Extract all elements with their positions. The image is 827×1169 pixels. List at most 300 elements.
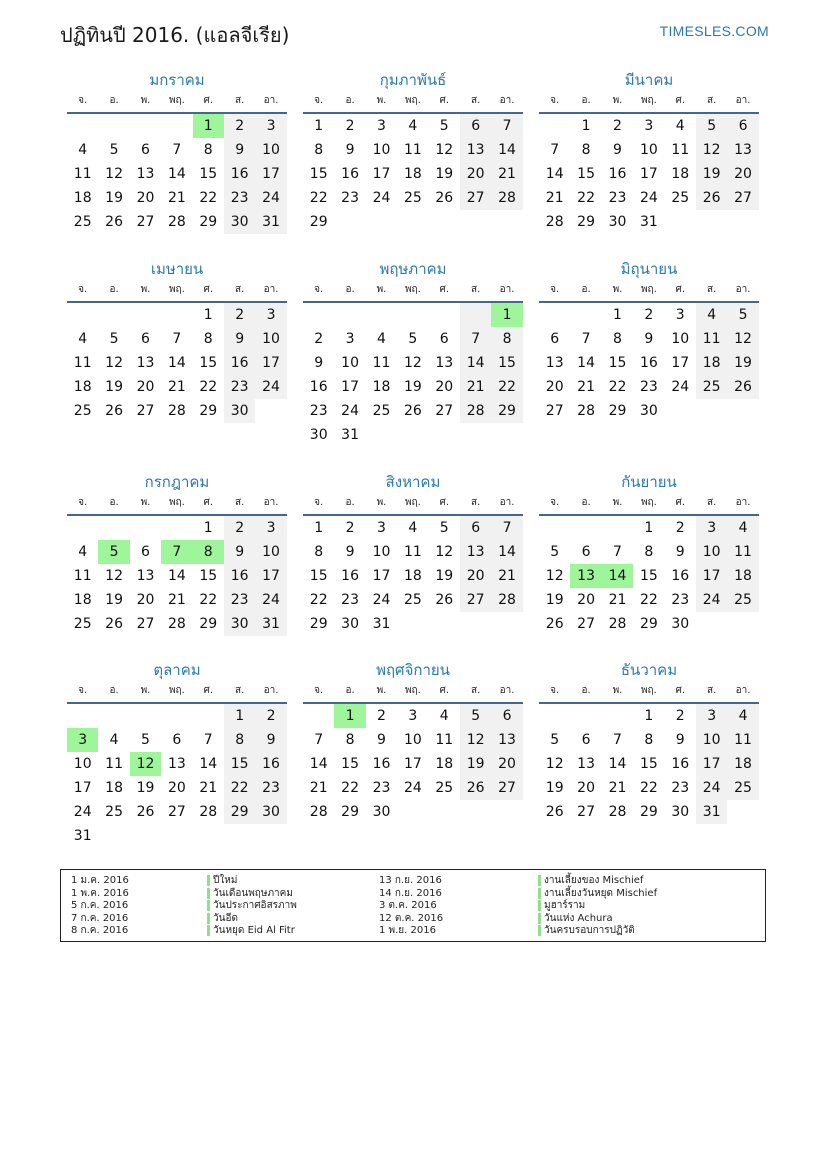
empty-cell xyxy=(193,704,224,728)
empty-cell xyxy=(366,210,397,234)
day-cell: 6 xyxy=(141,544,150,560)
day-grid xyxy=(539,114,759,234)
day-cell: 29 xyxy=(639,616,658,632)
empty-cell xyxy=(98,114,129,138)
day-cell: 21 xyxy=(199,780,218,796)
day-cell: 5 xyxy=(696,114,727,138)
empty-cell xyxy=(303,704,334,728)
day-cell: 29 xyxy=(341,804,359,820)
day-cell: 5 xyxy=(109,331,119,347)
month-block xyxy=(539,259,759,423)
day-cell: 24 xyxy=(696,776,727,800)
day-cell: 18 xyxy=(671,166,690,182)
day-cell: 13 xyxy=(435,355,454,371)
day-cell: 3 xyxy=(255,114,286,138)
day-cell: 17 xyxy=(372,166,391,182)
day-cell: 3 xyxy=(644,118,654,134)
day-cell: 3 xyxy=(67,728,98,752)
day-cell: 3 xyxy=(408,708,418,724)
day-cell: 17 xyxy=(696,752,727,776)
day-cell: 23 xyxy=(671,780,690,796)
day-cell: 14 xyxy=(460,351,491,375)
day-cell: 15 xyxy=(309,166,328,182)
day-cell: 19 xyxy=(696,162,727,186)
day-cell: 18 xyxy=(696,351,727,375)
day-cell: 5 xyxy=(460,704,491,728)
day-cell: 7 xyxy=(460,327,491,351)
day-cell: 14 xyxy=(167,355,186,371)
day-cell: 4 xyxy=(696,303,727,327)
legend-date: 1 พ.ค. 2016 xyxy=(71,887,129,899)
month-block xyxy=(67,70,287,234)
month-block xyxy=(67,472,287,636)
day-cell: 26 xyxy=(545,616,564,632)
legend-holiday-name xyxy=(538,888,657,901)
weekday-label: พฤ. xyxy=(640,497,657,508)
legend-holiday-name xyxy=(538,900,657,913)
weekday-label: ศ. xyxy=(675,497,686,508)
day-cell: 12 xyxy=(696,138,727,162)
day-cell: 9 xyxy=(224,327,255,351)
weekday-label: พฤ. xyxy=(404,95,421,106)
day-cell: 3 xyxy=(696,704,727,728)
month-block xyxy=(67,660,287,848)
legend-holiday-name xyxy=(538,875,657,888)
weekday-label: อ. xyxy=(109,685,119,696)
day-cell: 22 xyxy=(199,592,218,608)
legend-holiday-label: วันครบรอบการปฏิวัติ xyxy=(538,925,635,936)
day-cell: 27 xyxy=(491,776,522,800)
day-cell: 8 xyxy=(224,728,255,752)
day-cell: 20 xyxy=(167,780,186,796)
day-cell: 13 xyxy=(491,728,522,752)
weekday-label: จ. xyxy=(78,685,88,696)
weekday-label: พ. xyxy=(140,95,151,106)
legend-holiday-label: วันหยุด Eid Al Fitr xyxy=(207,925,295,936)
empty-cell xyxy=(460,800,491,824)
weekday-header xyxy=(67,279,287,303)
day-cell: 12 xyxy=(545,756,564,772)
day-cell: 20 xyxy=(491,752,522,776)
day-cell: 2 xyxy=(675,708,685,724)
day-cell: 15 xyxy=(608,355,627,371)
day-cell: 2 xyxy=(345,118,355,134)
empty-cell xyxy=(460,612,491,636)
day-cell: 19 xyxy=(460,752,491,776)
day-cell: 5 xyxy=(727,303,758,327)
legend-holiday-name xyxy=(538,925,657,938)
weekday-label: จ. xyxy=(314,95,324,106)
legend-holiday-label: วันเดือนพฤษภาคม xyxy=(207,888,293,899)
weekday-header xyxy=(67,680,287,704)
month-name: มิถุนายน xyxy=(620,260,678,278)
weekday-label: อ. xyxy=(109,284,119,295)
day-cell: 24 xyxy=(696,588,727,612)
empty-cell xyxy=(67,114,98,138)
day-cell: 8 xyxy=(193,540,224,564)
day-cell: 14 xyxy=(608,756,627,772)
day-cell: 6 xyxy=(460,516,491,540)
empty-cell xyxy=(727,210,758,234)
day-cell: 29 xyxy=(199,616,218,632)
day-cell: 1 xyxy=(644,708,654,724)
weekday-label: จ. xyxy=(78,497,88,508)
day-cell: 6 xyxy=(581,732,591,748)
legend-dates-right xyxy=(379,875,443,938)
day-cell: 31 xyxy=(341,427,359,443)
day-cell: 12 xyxy=(460,728,491,752)
day-cell: 10 xyxy=(372,544,391,560)
weekday-label: ส. xyxy=(707,95,717,106)
legend-date: 1 พ.ย. 2016 xyxy=(379,925,436,936)
weekday-label: พฤ. xyxy=(640,685,657,696)
day-cell: 27 xyxy=(727,186,758,210)
day-cell: 30 xyxy=(224,612,255,636)
day-cell: 22 xyxy=(491,375,522,399)
day-cell: 16 xyxy=(224,351,255,375)
empty-cell xyxy=(696,612,727,636)
empty-cell xyxy=(491,210,522,234)
weekday-label: พ. xyxy=(140,497,151,508)
day-cell: 7 xyxy=(491,114,522,138)
weekday-label: พ. xyxy=(376,284,387,295)
month-block xyxy=(539,660,759,824)
day-grid xyxy=(67,114,287,234)
day-cell: 25 xyxy=(73,616,92,632)
day-cell: 20 xyxy=(577,592,595,608)
weekday-header xyxy=(539,492,759,516)
day-cell: 31 xyxy=(639,214,658,230)
day-cell: 9 xyxy=(345,544,355,560)
weekday-label: อา. xyxy=(499,284,515,295)
day-cell: 8 xyxy=(345,732,355,748)
day-cell: 19 xyxy=(105,379,123,395)
day-cell: 13 xyxy=(545,355,564,371)
weekday-label: ศ. xyxy=(675,685,686,696)
legend-holiday-label: วันแห่ง Achura xyxy=(538,913,613,924)
legend-holiday-name xyxy=(207,888,297,901)
day-cell: 24 xyxy=(372,592,391,608)
empty-cell xyxy=(67,516,98,540)
empty-cell xyxy=(397,423,428,447)
empty-cell xyxy=(570,516,601,540)
day-cell: 26 xyxy=(105,403,123,419)
weekday-label: พ. xyxy=(612,685,623,696)
day-cell: 2 xyxy=(345,520,355,536)
day-cell: 10 xyxy=(73,756,92,772)
day-cell: 27 xyxy=(167,804,186,820)
day-cell: 17 xyxy=(255,351,286,375)
day-cell: 31 xyxy=(255,612,286,636)
day-cell: 8 xyxy=(644,544,654,560)
weekday-header xyxy=(539,680,759,704)
day-cell: 16 xyxy=(341,568,359,584)
day-cell: 10 xyxy=(255,540,286,564)
day-cell: 11 xyxy=(403,544,422,560)
empty-cell xyxy=(491,800,522,824)
day-cell: 3 xyxy=(675,307,685,323)
day-cell: 20 xyxy=(727,162,758,186)
weekday-label: ส. xyxy=(471,497,481,508)
empty-cell xyxy=(602,516,633,540)
day-cell: 22 xyxy=(341,780,359,796)
day-cell: 29 xyxy=(309,616,328,632)
day-cell: 14 xyxy=(309,756,328,772)
day-cell: 4 xyxy=(78,331,88,347)
day-cell: 5 xyxy=(439,118,449,134)
day-cell: 23 xyxy=(671,592,690,608)
day-cell: 28 xyxy=(199,804,218,820)
weekday-label: อ. xyxy=(581,497,591,508)
day-cell: 29 xyxy=(639,804,658,820)
day-cell: 20 xyxy=(136,190,155,206)
month-name: ตุลาคม xyxy=(153,661,201,679)
day-cell: 15 xyxy=(199,166,218,182)
day-cell: 14 xyxy=(602,564,633,588)
day-cell: 7 xyxy=(491,516,522,540)
day-cell: 25 xyxy=(73,214,92,230)
legend-date: 13 ก.ย. 2016 xyxy=(379,875,442,886)
legend-holiday-name xyxy=(207,913,297,926)
day-cell: 6 xyxy=(172,732,182,748)
weekday-label: ศ. xyxy=(439,95,450,106)
legend-holiday-name xyxy=(538,913,657,926)
day-cell: 29 xyxy=(577,214,595,230)
day-cell: 9 xyxy=(613,142,622,158)
day-cell: 4 xyxy=(78,544,88,560)
weekday-label: อา. xyxy=(735,685,751,696)
day-cell: 24 xyxy=(73,804,92,820)
empty-cell xyxy=(161,303,192,327)
day-cell: 25 xyxy=(727,588,758,612)
day-cell: 22 xyxy=(639,780,658,796)
day-cell: 4 xyxy=(408,118,418,134)
day-cell: 30 xyxy=(671,616,690,632)
weekday-label: ส. xyxy=(707,685,717,696)
day-cell: 23 xyxy=(309,403,328,419)
weekday-label: จ. xyxy=(314,284,324,295)
day-cell: 14 xyxy=(577,355,595,371)
day-cell: 29 xyxy=(199,403,218,419)
weekday-label: พ. xyxy=(376,497,387,508)
day-cell: 10 xyxy=(341,355,359,371)
day-cell: 12 xyxy=(105,568,123,584)
day-cell: 21 xyxy=(491,162,522,186)
day-cell: 10 xyxy=(639,142,658,158)
day-cell: 16 xyxy=(224,162,255,186)
day-cell: 20 xyxy=(435,379,454,395)
day-cell: 2 xyxy=(224,516,255,540)
day-cell: 12 xyxy=(435,544,454,560)
month-name: มีนาคม xyxy=(624,71,674,89)
day-cell: 23 xyxy=(224,186,255,210)
empty-cell xyxy=(98,824,129,848)
day-cell: 19 xyxy=(435,166,454,182)
day-cell: 11 xyxy=(73,166,92,182)
empty-cell xyxy=(98,303,129,327)
day-cell: 9 xyxy=(377,732,386,748)
day-cell: 29 xyxy=(199,214,218,230)
day-cell: 17 xyxy=(403,756,422,772)
day-cell: 23 xyxy=(255,776,286,800)
day-cell: 24 xyxy=(341,403,359,419)
day-cell: 30 xyxy=(372,804,391,820)
day-cell: 21 xyxy=(460,375,491,399)
day-cell: 5 xyxy=(109,142,119,158)
day-cell: 11 xyxy=(403,142,422,158)
day-cell: 24 xyxy=(255,588,286,612)
day-cell: 6 xyxy=(491,704,522,728)
empty-cell xyxy=(539,516,570,540)
weekday-label: ส. xyxy=(707,284,717,295)
empty-cell xyxy=(696,399,727,423)
day-cell: 26 xyxy=(136,804,155,820)
day-cell: 27 xyxy=(136,403,155,419)
day-cell: 21 xyxy=(167,379,186,395)
day-cell: 11 xyxy=(696,327,727,351)
day-cell: 19 xyxy=(727,351,758,375)
day-cell: 14 xyxy=(491,540,522,564)
weekday-label: ส. xyxy=(235,284,245,295)
empty-cell xyxy=(130,114,161,138)
empty-cell xyxy=(696,210,727,234)
day-grid xyxy=(67,516,287,636)
brand-logo-text[interactable]: TIMESLES.COM xyxy=(659,23,769,39)
weekday-label: อ. xyxy=(345,284,355,295)
month-name: ธันวาคม xyxy=(620,661,678,679)
day-cell: 15 xyxy=(639,756,658,772)
weekday-label: ส. xyxy=(235,497,245,508)
holiday-legend xyxy=(60,869,766,942)
day-cell: 7 xyxy=(203,732,213,748)
day-cell: 20 xyxy=(136,592,155,608)
day-cell: 31 xyxy=(255,210,286,234)
day-cell: 19 xyxy=(545,780,564,796)
empty-cell xyxy=(460,210,491,234)
weekday-label: ส. xyxy=(235,685,245,696)
weekday-label: อา. xyxy=(263,497,279,508)
legend-names-left xyxy=(207,875,297,938)
empty-cell xyxy=(491,423,522,447)
day-cell: 28 xyxy=(167,616,186,632)
day-cell: 12 xyxy=(130,752,161,776)
day-cell: 28 xyxy=(309,804,328,820)
empty-cell xyxy=(429,612,460,636)
weekday-label: อา. xyxy=(735,284,751,295)
weekday-label: พฤ. xyxy=(640,95,657,106)
day-cell: 1 xyxy=(581,118,591,134)
day-cell: 1 xyxy=(224,704,255,728)
weekday-label: ศ. xyxy=(675,95,686,106)
empty-cell xyxy=(67,303,98,327)
day-cell: 25 xyxy=(105,804,123,820)
day-cell: 7 xyxy=(550,142,560,158)
weekday-label: อ. xyxy=(581,685,591,696)
day-cell: 11 xyxy=(727,728,758,752)
empty-cell xyxy=(429,210,460,234)
day-cell: 21 xyxy=(167,190,186,206)
day-cell: 27 xyxy=(577,804,595,820)
weekday-header xyxy=(539,90,759,114)
day-cell: 16 xyxy=(671,756,690,772)
day-cell: 11 xyxy=(671,142,690,158)
day-cell: 1 xyxy=(491,303,522,327)
day-cell: 27 xyxy=(460,588,491,612)
day-cell: 12 xyxy=(545,568,564,584)
weekday-label: ส. xyxy=(707,497,717,508)
day-cell: 23 xyxy=(224,588,255,612)
day-cell: 25 xyxy=(435,780,454,796)
day-cell: 26 xyxy=(435,592,454,608)
day-cell: 8 xyxy=(644,732,654,748)
empty-cell xyxy=(130,824,161,848)
day-cell: 22 xyxy=(577,190,595,206)
empty-cell xyxy=(665,399,696,423)
day-cell: 17 xyxy=(372,568,391,584)
day-cell: 30 xyxy=(224,210,255,234)
month-name: กรกฎาคม xyxy=(144,473,210,491)
day-cell: 4 xyxy=(377,331,386,347)
day-cell: 10 xyxy=(403,732,422,748)
page-title: ปฏิทินปี 2016. (แอลจีเรีย) xyxy=(60,23,290,47)
weekday-label: จ. xyxy=(314,685,324,696)
weekday-label: ส. xyxy=(235,95,245,106)
day-cell: 4 xyxy=(78,142,88,158)
empty-cell xyxy=(727,399,758,423)
weekday-label: อา. xyxy=(499,497,515,508)
month-block xyxy=(303,660,523,824)
day-cell: 18 xyxy=(105,780,123,796)
day-cell: 7 xyxy=(172,331,182,347)
day-cell: 7 xyxy=(613,732,622,748)
weekday-label: อ. xyxy=(581,95,591,106)
day-cell: 8 xyxy=(314,142,324,158)
day-cell: 28 xyxy=(491,186,522,210)
day-cell: 17 xyxy=(639,166,658,182)
day-grid xyxy=(67,704,287,848)
day-cell: 12 xyxy=(105,166,123,182)
day-cell: 30 xyxy=(341,616,359,632)
day-cell: 2 xyxy=(377,708,386,724)
day-cell: 19 xyxy=(545,592,564,608)
day-cell: 23 xyxy=(341,190,359,206)
weekday-label: ส. xyxy=(471,284,481,295)
weekday-label: อา. xyxy=(499,685,515,696)
day-grid xyxy=(303,303,523,447)
day-cell: 25 xyxy=(696,375,727,399)
day-cell: 8 xyxy=(613,331,622,347)
day-cell: 25 xyxy=(403,190,422,206)
day-cell: 3 xyxy=(255,303,286,327)
day-cell: 24 xyxy=(403,780,422,796)
day-cell: 11 xyxy=(435,732,454,748)
empty-cell xyxy=(255,399,286,423)
weekday-label: จ. xyxy=(550,284,560,295)
day-cell: 9 xyxy=(224,540,255,564)
day-cell: 8 xyxy=(203,142,213,158)
day-cell: 16 xyxy=(224,564,255,588)
empty-cell xyxy=(429,423,460,447)
day-cell: 2 xyxy=(644,307,654,323)
empty-cell xyxy=(161,704,192,728)
day-cell: 17 xyxy=(73,780,92,796)
day-cell: 29 xyxy=(309,214,328,230)
day-cell: 12 xyxy=(105,355,123,371)
day-cell: 26 xyxy=(727,375,758,399)
weekday-label: ศ. xyxy=(203,685,214,696)
day-cell: 16 xyxy=(671,568,690,584)
day-cell: 18 xyxy=(73,592,92,608)
